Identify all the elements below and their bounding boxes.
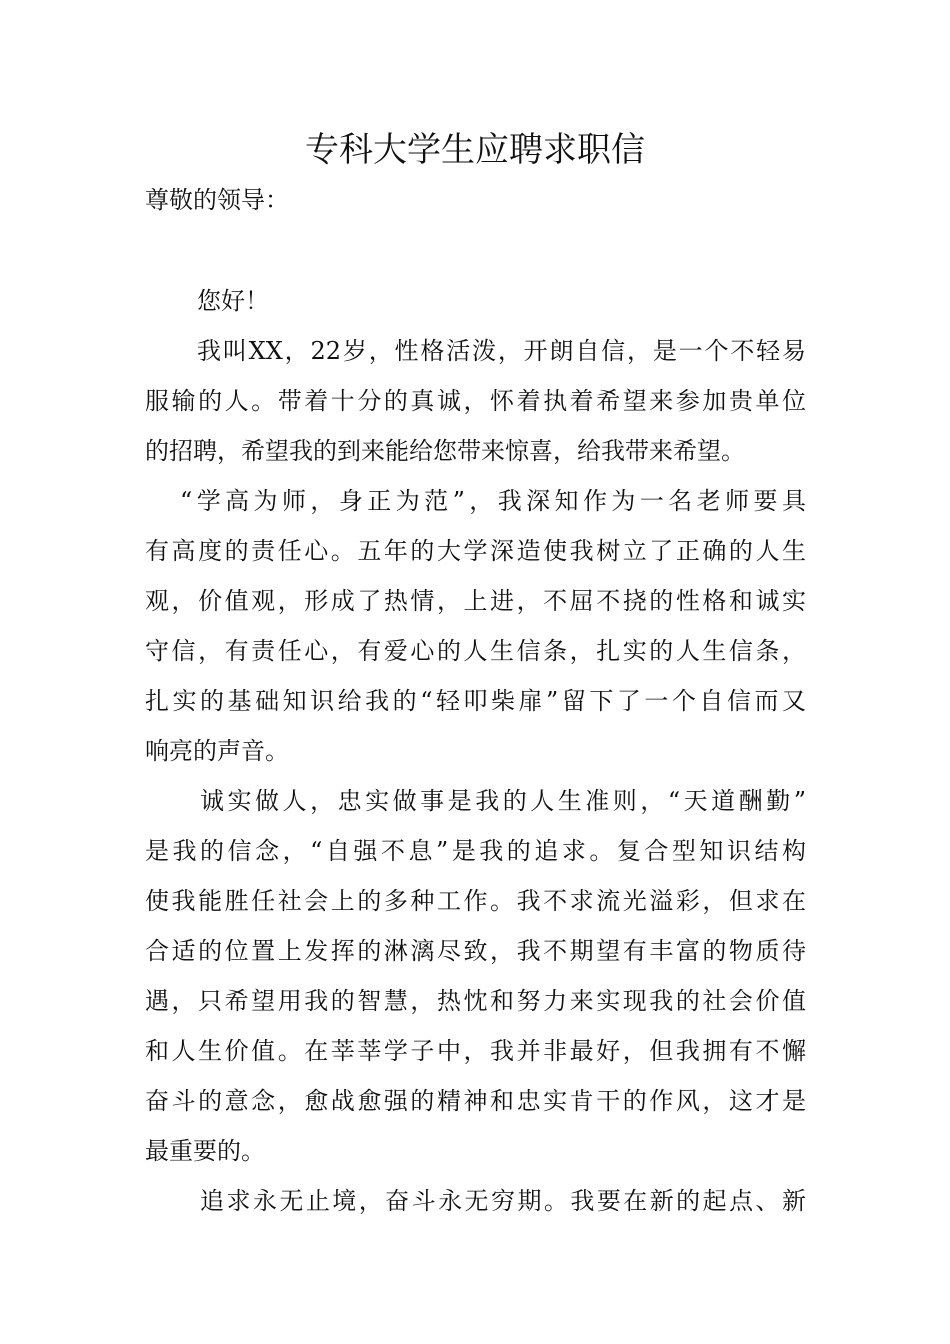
body-line: 守信，有责任心，有爱心的人生信条，扎实的人生信条，	[145, 637, 806, 665]
body-line: 扎实的基础知识给我的“轻叩柴扉”留下了一个自信而又	[145, 687, 806, 715]
body-line: 的招聘，希望我的到来能给您带来惊喜，给我带来希望。	[145, 437, 745, 465]
body-line: 我叫XX，22岁，性格活泼，开朗自信，是一个不轻易	[197, 337, 806, 365]
body-line: “学高为师，身正为范”，我深知作为一名老师要具	[180, 487, 806, 515]
body-line: 合适的位置上发挥的淋漓尽致，我不期望有丰富的物质待	[145, 937, 806, 965]
document-title: 专科大学生应聘求职信	[305, 130, 645, 170]
body-line: 诚实做人，忠实做事是我的人生准则，“天道酬勤”	[200, 787, 806, 815]
body-line: 遇，只希望用我的智慧，热忱和努力来实现我的社会价值	[145, 987, 806, 1015]
body-line: 观，价值观，形成了热情，上进，不屈不挠的性格和诚实	[145, 587, 806, 615]
salutation: 尊敬的领导：	[145, 186, 289, 214]
body-line: 奋斗的意念，愈战愈强的精神和忠实肯干的作风，这才是	[145, 1087, 806, 1115]
body-line: 有高度的责任心。五年的大学深造使我树立了正确的人生	[145, 537, 806, 565]
body-line: 服输的人。带着十分的真诚，怀着执着希望来参加贵单位	[145, 387, 806, 415]
body-line: 是我的信念，“自强不息”是我的追求。复合型知识结构	[145, 837, 806, 865]
body-line: 追求永无止境，奋斗永无穷期。我要在新的起点、新	[200, 1187, 806, 1215]
greeting: 您好！	[197, 287, 269, 315]
body-line: 使我能胜任社会上的多种工作。我不求流光溢彩，但求在	[145, 887, 806, 915]
body-line: 和人生价值。在莘莘学子中，我并非最好，但我拥有不懈	[145, 1037, 806, 1065]
body-line: 响亮的声音。	[145, 737, 289, 765]
body-line: 最重要的。	[145, 1137, 265, 1165]
